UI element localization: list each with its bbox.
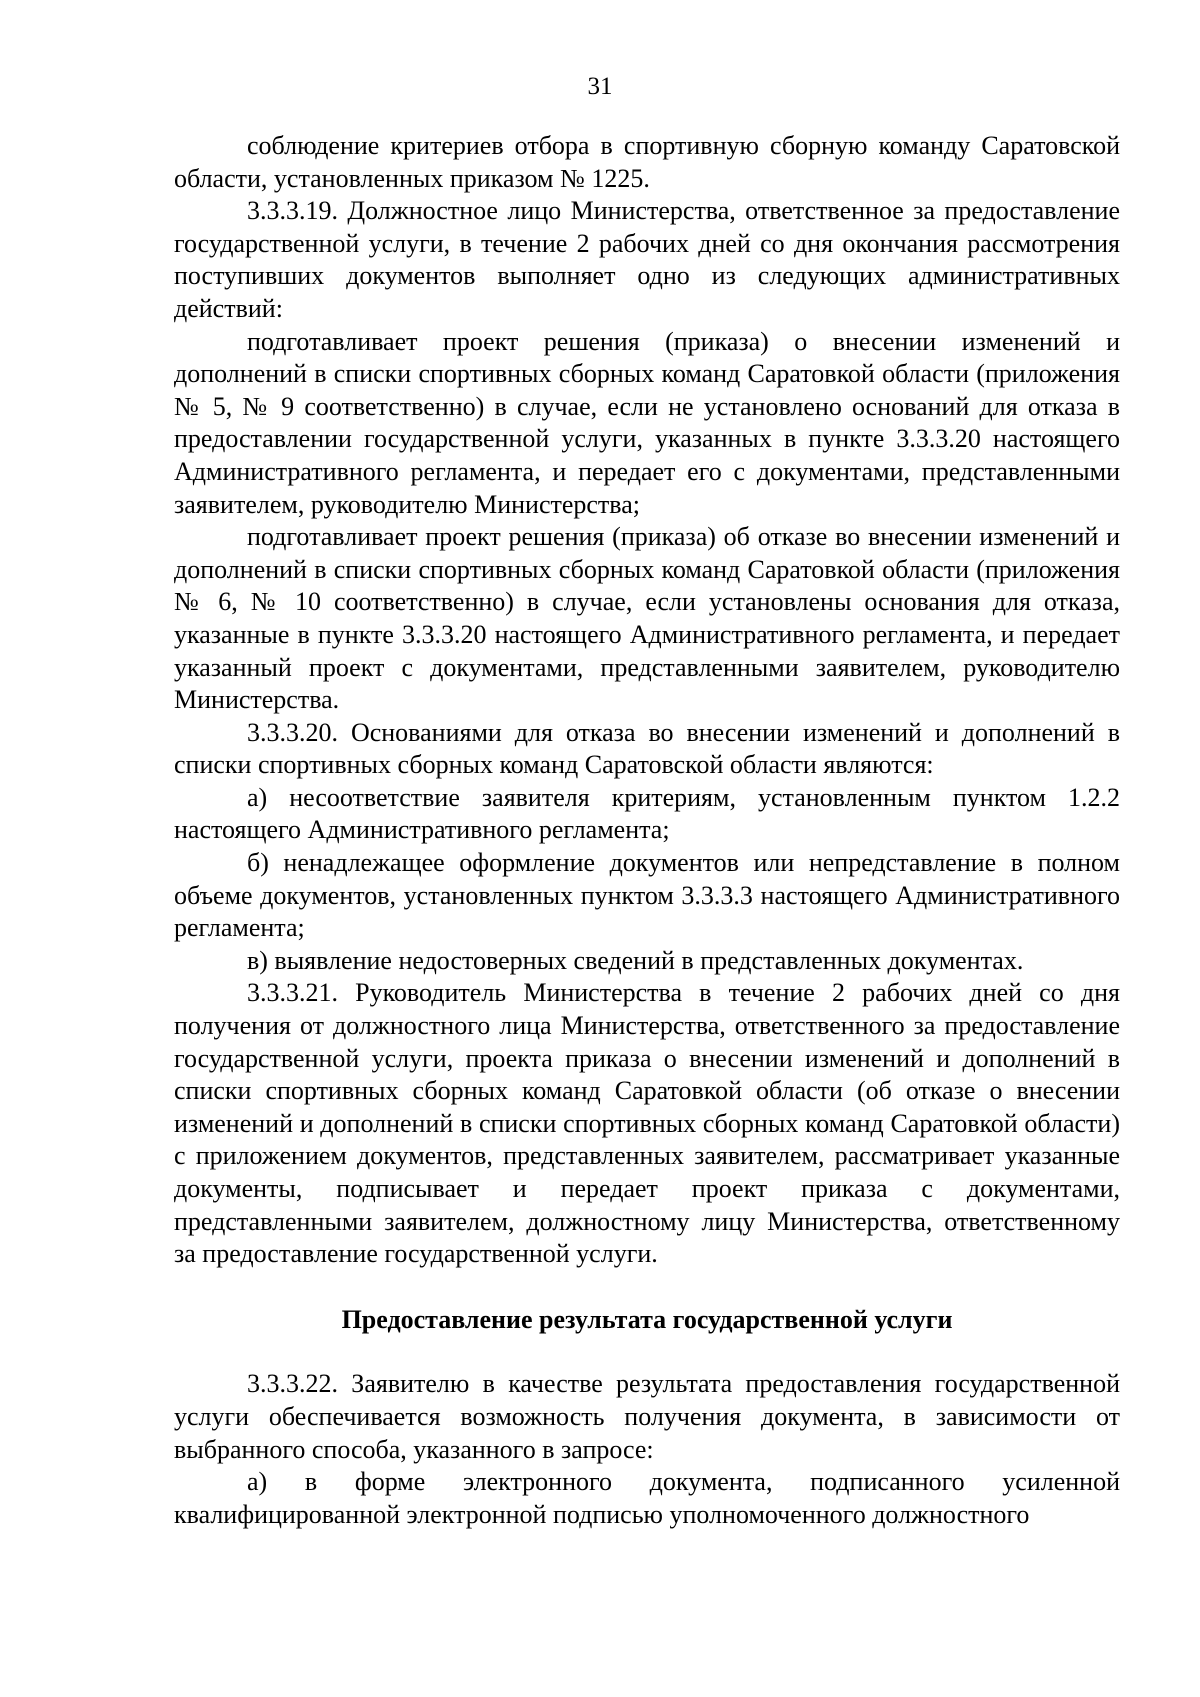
document-body xyxy=(174,130,1120,1531)
paragraph-item-a: а) несоответствие заявителя критериям, установленным пунктом 1.2.2 настоящего Административного регламента; xyxy=(174,782,1120,845)
page-number: 31 xyxy=(587,73,613,100)
paragraph-continuation: соблюдение критериев отбора в спортивную сборную команду Саратовской области, установленных приказом № 1225. xyxy=(174,131,1120,193)
paragraph-3-3-3-19: 3.3.3.19. Должностное лицо Министерства, ответственное за предоставление государственной услуги, в течение 2 рабочих дней со дня окончания рассмотрения поступивших документов выполняет одно из следующих административных действий: xyxy=(174,196,1120,323)
paragraph-item-v: в) выявление недостоверных сведений в представленных документах. xyxy=(247,945,1024,975)
paragraph-prepare-refusal: подготавливает проект решения (приказа) об отказе во внесении изменений и дополнений в списки спортивных сборных команд Саратовкой области (приложения № 6, № 10 соответственно) в случае, если установлены основания для отказа, указанные в пункте 3.3.3.20 настоящего Административного регламента, и передает указанный проект с документами, представленными заявителем, руководителю Министерства. xyxy=(174,522,1120,715)
paragraph-electronic-document: а) в форме электронного документа, подписанного усиленной квалифицированной электронной подписью уполномоченного должностного xyxy=(174,1467,1120,1529)
paragraph-item-b: б) ненадлежащее оформление документов или непредставление в полном объеме документов, установленных пунктом 3.3.3.3 настоящего Административного регламента; xyxy=(174,848,1120,943)
paragraph-3-3-3-21: 3.3.3.21. Руководитель Министерства в течение 2 рабочих дней со дня получения от должностного лица Министерства, ответственного за предоставление государственной услуги, проекта приказа о внесении изменений и дополнений в списки спортивных сборных команд Саратовкой области (об отказе о внесении изменений и дополнений в списки спортивных сборных команд Саратовкой области) с приложением документов, представленных заявителем, рассматривает указанные документы, подписывает и передает проект приказа с документами, представленными заявителем, должностному лицу Министерства, ответственному за предоставление государственной услуги. xyxy=(174,978,1120,1269)
paragraph-3-3-3-20: 3.3.3.20. Основаниями для отказа во внесении изменений и дополнений в списки спортивных сборных команд Саратовской области являются: xyxy=(174,717,1120,780)
section-heading: Предоставление результата государственной услуги xyxy=(341,1304,953,1334)
paragraph-3-3-3-22: 3.3.3.22. Заявителю в качестве результата предоставления государственной услуги обеспечивается возможность получения документа, в зависимости от выбранного способа, указанного в запросе: xyxy=(174,1369,1120,1464)
paragraph-prepare-decision: подготавливает проект решения (приказа) о внесении изменений и дополнений в списки спортивных сборных команд Саратовкой области (приложения № 5, № 9 соответственно) в случае, если не установлено оснований для отказа в предоставлении государственной услуги, указанных в пункте 3.3.3.20 настоящего Административного регламента, и передает его с документами, представленными заявителем, руководителю Министерства; xyxy=(174,326,1120,519)
